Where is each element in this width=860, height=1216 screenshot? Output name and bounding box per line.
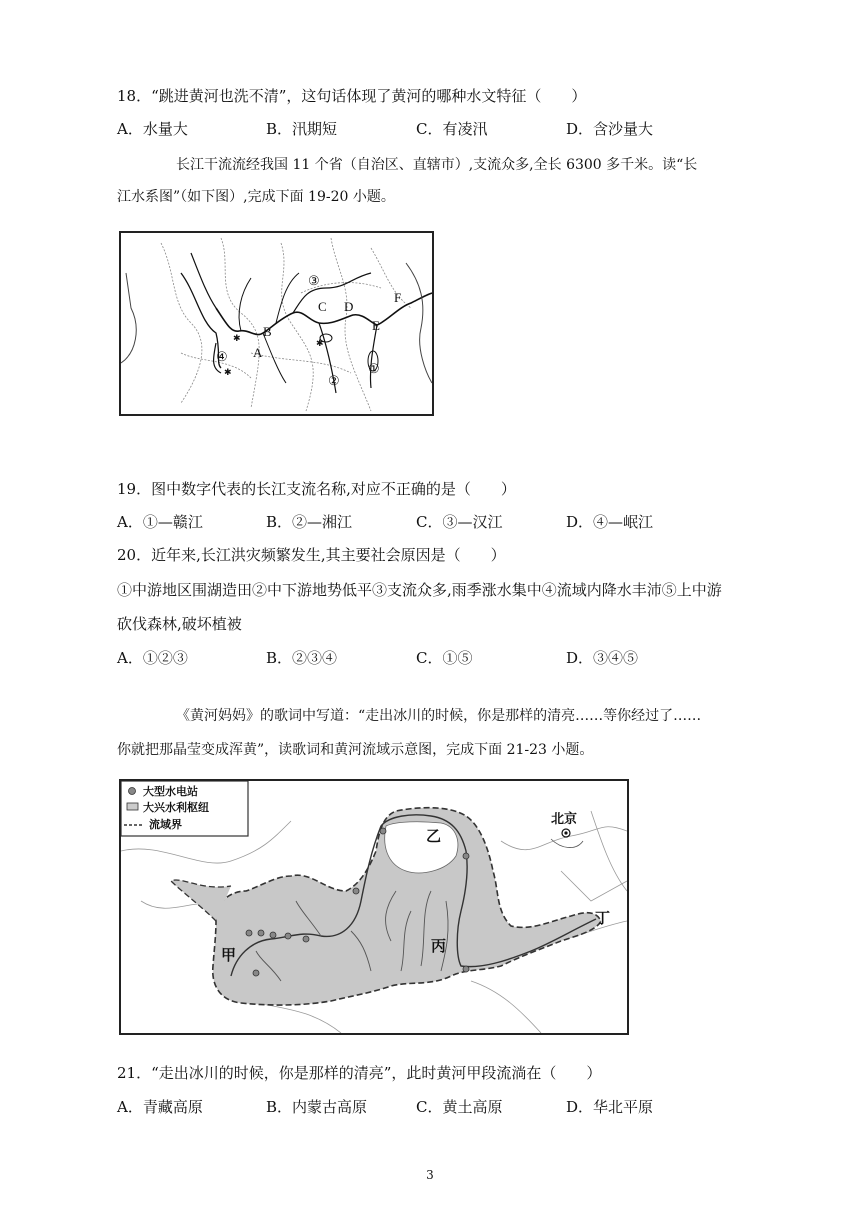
- q20-option-d: D．③④⑤: [566, 649, 639, 667]
- legend-hub-label: 大兴水利枢纽: [143, 801, 209, 814]
- q20-option-b: B．②③④: [266, 649, 338, 667]
- label-bing: 丙: [431, 937, 447, 955]
- q18-option-d: D．含沙量大: [566, 120, 654, 138]
- q19-option-c: C．③—汉江: [416, 513, 503, 531]
- q19-option-d: D．④—岷江: [566, 513, 654, 531]
- q21-option-a: A．青藏高原: [117, 1098, 203, 1116]
- label-b: B: [263, 324, 272, 339]
- label-3: ③: [308, 273, 320, 288]
- yellow-intro-line2: 你就把那晶莹变成浑黄”，读歌词和黄河流域示意图，完成下面 21-23 小题。: [117, 742, 594, 758]
- yellow-river-map: [119, 779, 629, 1035]
- hydropower-legend-icon: [129, 788, 136, 795]
- label-a: A: [253, 345, 263, 360]
- hub-legend-icon: [127, 803, 138, 810]
- label-d: D: [344, 299, 354, 314]
- label-beijing: 北京: [551, 812, 578, 827]
- q19-option-a: A．①—赣江: [117, 513, 203, 531]
- q21-option-d: D．华北平原: [566, 1098, 654, 1116]
- label-yi: 乙: [426, 827, 442, 845]
- dam-marker: ✱: [233, 334, 241, 344]
- legend-hydropower-label: 大型水电站: [143, 785, 198, 798]
- q20-stem: 20．近年来,长江洪灾频繁发生,其主要社会原因是（ ）: [117, 546, 506, 564]
- q20-option-c: C．①⑤: [416, 649, 473, 667]
- yangtze-river-map: [119, 231, 434, 416]
- q18-option-c: C．有凌汛: [416, 120, 488, 138]
- q19-stem: 19．图中数字代表的长江支流名称,对应不正确的是（ ）: [117, 480, 516, 498]
- yangtze-intro-line2: 江水系图”（如下图）,完成下面 19-20 小题。: [117, 189, 395, 205]
- label-jia: 甲: [221, 946, 237, 964]
- label-f: F: [394, 290, 402, 305]
- label-4: ④: [216, 349, 228, 364]
- q20-option-a: A．①②③: [117, 649, 188, 667]
- dam-marker: ✱: [316, 339, 324, 349]
- label-2: ②: [328, 373, 340, 388]
- q18-option-a: A．水量大: [117, 120, 188, 138]
- legend-boundary-label: 流域界: [149, 818, 182, 831]
- q18-stem: 18．“跳进黄河也洗不清”，这句话体现了黄河的哪种水文特征（ ）: [117, 87, 587, 105]
- label-c: C: [318, 299, 327, 314]
- q18-option-b: B．汛期短: [266, 120, 338, 138]
- page-number: 3: [426, 1168, 434, 1182]
- q19-option-b: B．②—湘江: [266, 513, 353, 531]
- label-e: E: [372, 318, 380, 333]
- q20-statements-line2: 砍伐森林,破坏植被: [117, 615, 242, 633]
- q21-stem: 21．“走出冰川的时候，你是那样的清亮”，此时黄河甲段流淌在（ ）: [117, 1064, 602, 1082]
- yellow-map-drawing: [121, 781, 627, 1033]
- label-1: ①: [368, 361, 380, 376]
- yangtze-intro-line1: 长江干流流经我国 11 个省（自治区、直辖市）,支流众多,全长 6300 多千米。读“长: [176, 157, 698, 173]
- q21-option-c: C．黄土高原: [416, 1098, 503, 1116]
- yangtze-map-drawing: [121, 233, 432, 414]
- yellow-intro-line1: 《黄河妈妈》的歌词中写道：“走出冰川的时候，你是那样的清亮……等你经过了……: [176, 708, 702, 724]
- q21-option-b: B．内蒙古高原: [266, 1098, 368, 1116]
- q20-statements-line1: ①中游地区围湖造田②中下游地势低平③支流众多,雨季涨水集中④流域内降水丰沛⑤上中游: [117, 581, 722, 599]
- label-ding: 丁: [595, 909, 611, 927]
- dam-marker: ✱: [224, 368, 232, 378]
